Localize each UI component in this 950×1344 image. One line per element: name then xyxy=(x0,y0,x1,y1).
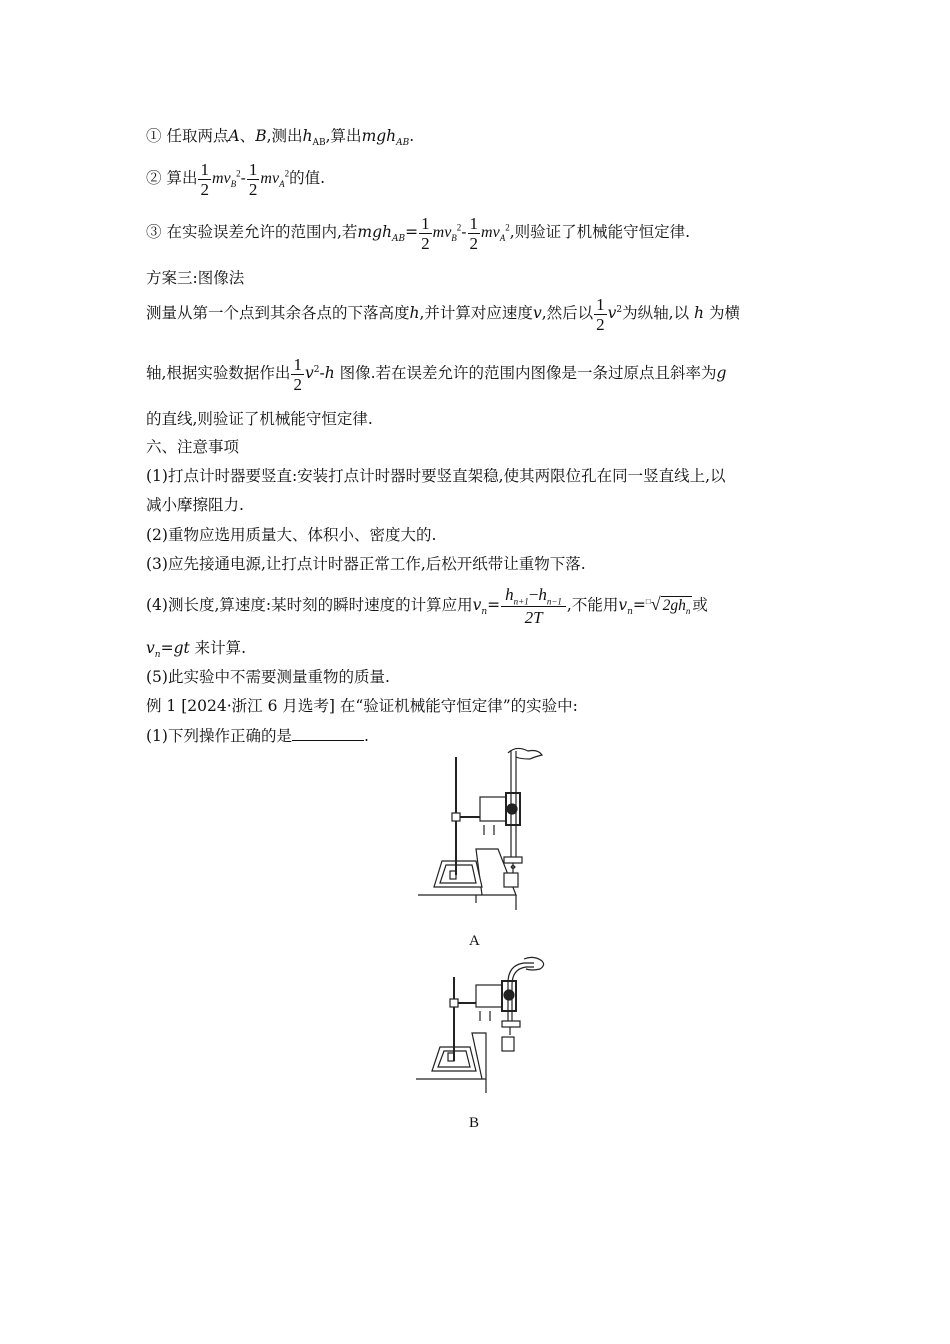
note-5: (5)此实验中不需要测量重物的质量. xyxy=(146,668,390,686)
hand xyxy=(524,957,544,970)
step-1: ① 任取两点A、B,测出$h_{AB}$,算出mgh$_{AB}$. xyxy=(146,127,415,149)
plan3-paragraph-line3: 的直线,则验证了机械能守恒定律. xyxy=(146,410,373,428)
fraction-half: $\frac{1}{2}$ xyxy=(200,159,209,199)
fraction-half: $\frac{1}{2}$ xyxy=(421,213,430,253)
timer-box xyxy=(476,985,502,1007)
note-3: (3)应先接通电源,让打点计时器正常工作,后松开纸带让重物下落. xyxy=(146,555,586,573)
square-root-expression: □√ $2gh_n$ xyxy=(645,594,691,617)
answer-blank xyxy=(292,726,364,741)
note-2: (2)重物应选用质量大、体积小、密度大的. xyxy=(146,526,437,544)
plan3-paragraph-line1: 测量从第一个点到其余各点的下落高度h,并计算对应速度v,然后以 $\frac{1}{2}$ $v^2$为纵轴,以 h 为横 xyxy=(146,294,740,334)
example-question-1: (1)下列操作正确的是 . xyxy=(146,727,369,745)
clamp-boss xyxy=(450,999,458,1007)
velocity-fraction: $\frac{h_{n+1}-h_{n-1}}{2T}$ xyxy=(501,584,566,629)
note-4-line1: (4)测长度,算速度:某时刻的瞬时速度的计算应用$v_n=$ $\frac{h_{n+1}-h_{n-1}}{2T}$ ,不能用$v_n=^□√$ $2gh_n$ 或 xyxy=(146,580,708,630)
step-3: ③ 在实验误差允许的范围内,若mgh$_{AB}$= $\frac{1}{2}$ $mv_B^2-$ $\frac{1}{2}$ $mv_A^2$,则验证了机械能守恒定律. xyxy=(146,213,691,253)
plan3-title: 方案三:图像法 xyxy=(146,269,245,287)
fraction-half: $\frac{1}{2}$ xyxy=(248,159,258,199)
plan3-paragraph-line2: 轴,根据实验数据作出 $\frac{1}{2}$ $v^2-h$ 图像.若在误差允许的范围内图像是一条过原点且斜率为g xyxy=(146,354,727,394)
fraction-half: $\frac{1}{2}$ xyxy=(293,354,302,394)
fraction-half: $\frac{1}{2}$ xyxy=(596,294,605,334)
step-marker: ② xyxy=(146,169,162,187)
table-top xyxy=(476,849,516,895)
tape-clip xyxy=(502,1021,520,1027)
step-marker: ③ xyxy=(146,223,162,241)
note-4-line2: $v_n=gt$ 来计算. xyxy=(146,639,247,661)
figure-a-label: A xyxy=(469,933,480,949)
step-2: ② 算出 $\frac{1}{2}$ $mv_B^2-$ $\frac{1}{2}$ $mv_A^2$的值. xyxy=(146,159,325,199)
hand xyxy=(508,748,542,759)
timer-box xyxy=(480,797,506,821)
heavy-weight xyxy=(502,1037,514,1051)
table-top xyxy=(472,1033,486,1079)
figure-b-apparatus xyxy=(412,955,552,1105)
note-1-line1: (1)打点计时器要竖直:安装打点计时器时要竖直架稳,使其两限位孔在同一竖直线上,以 xyxy=(146,467,726,485)
figure-a-apparatus xyxy=(412,745,552,915)
notes-title: 六、注意事项 xyxy=(146,438,240,456)
clamp-boss xyxy=(452,813,460,821)
tape-clip xyxy=(504,857,522,863)
fraction-half: $\frac{1}{2}$ xyxy=(469,213,479,253)
example-heading: 例 1 [2024·浙江 6 月选考] 在“验证机械能守恒定律”的实验中: xyxy=(146,697,578,715)
step-marker: ① xyxy=(146,127,162,145)
note-1-line2: 减小摩擦阻力. xyxy=(146,496,244,514)
heavy-weight xyxy=(504,873,518,887)
figure-b-label: B xyxy=(469,1115,480,1131)
